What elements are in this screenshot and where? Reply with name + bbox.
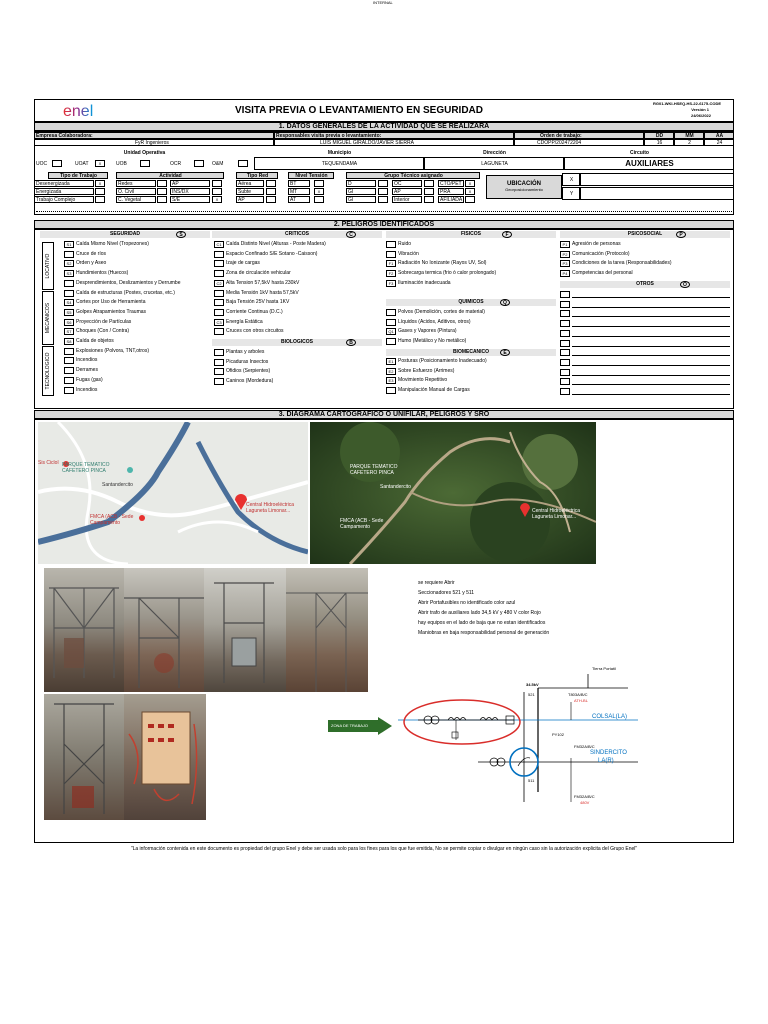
- section1-fineprint-line: [36, 211, 732, 212]
- hazard-check[interactable]: P2: [560, 251, 570, 258]
- red-subte: Subte: [236, 188, 264, 195]
- circuito-field[interactable]: AUXILIARES: [564, 157, 734, 170]
- otros-check[interactable]: [560, 349, 570, 356]
- hazard-label: Polvos (Demolición, cortes de material): [398, 309, 485, 315]
- hazard-label: Incendios: [76, 386, 98, 393]
- form-date: 24/06/2022: [690, 113, 711, 118]
- hazard-label: Ofidios (Serpientes): [226, 368, 271, 375]
- otros-line[interactable]: [572, 346, 730, 347]
- otros-line[interactable]: [572, 375, 730, 376]
- hazard-label: Cruces con otros circuitos: [226, 328, 284, 335]
- hazard-label: Movimiento Repetitivo: [398, 377, 448, 384]
- hazard-check[interactable]: P1: [560, 241, 570, 248]
- note-line: se requiere Abrir: [418, 580, 455, 586]
- tipo-desenergizada: Desenergizada: [34, 180, 94, 187]
- dd-label: DD: [644, 132, 674, 139]
- hazard-check[interactable]: [386, 309, 396, 316]
- hazard-label: Condiciones de la tarea (Responsabilidades): [572, 260, 672, 267]
- hazard-label: Sobrecarga termica (frio ó calor prolongado): [398, 270, 497, 277]
- seguridad-header: SEGURIDAD: [40, 231, 210, 238]
- grupo-tecnico-label: Grupo Técnico asignado: [346, 172, 480, 179]
- hazard-check[interactable]: S7: [64, 328, 74, 335]
- nivel-bt: BT: [288, 180, 310, 187]
- hazard-label: Choques (Con / Contra): [76, 328, 130, 335]
- hazard-check[interactable]: [214, 299, 224, 306]
- biomecanico-header: BIOMECANICO: [386, 349, 556, 356]
- substation-photo-3: [204, 568, 286, 692]
- hazard-label: Espacio Confinado S/E Sotano -Caisson): [226, 250, 318, 257]
- criticos-header: CRITICOS: [212, 231, 382, 238]
- otros-check[interactable]: [560, 388, 570, 395]
- hazard-label: Líquidos (Acidos, Aditivos, otros): [398, 318, 471, 325]
- municipio-field[interactable]: TEQUENDAMA: [254, 157, 424, 170]
- hazard-label: Sobre Esfuerzo (Arrimes): [398, 367, 455, 374]
- ubicacion-label: UBICACIÓN: [507, 181, 541, 187]
- psicosocial-header: PSICOSOCIAL: [560, 231, 730, 238]
- hazard-label: Posturas (Posicionamiento Inadecuado): [398, 358, 487, 364]
- form-title: VISITA PREVIA O LEVANTAMIENTO EN SEGURIDAD: [235, 105, 483, 116]
- red-ap-check[interactable]: [266, 196, 276, 203]
- unit-uoat: UOAT: [75, 161, 89, 167]
- hazard-check[interactable]: [214, 368, 224, 375]
- actividad-ap-check[interactable]: [212, 180, 222, 187]
- otros-line[interactable]: [572, 297, 730, 298]
- diagram-lag-label: LA(R): [598, 758, 614, 764]
- otros-header: OTROS: [560, 281, 730, 288]
- nivel-mt-check[interactable]: X: [314, 188, 324, 195]
- grupo-g1: GI: [346, 188, 376, 195]
- grupo-pra: PRA: [438, 188, 464, 195]
- coord-x-label: X: [562, 173, 580, 186]
- hazard-label: Caída de estructuras (Postes, crucetas, etc.): [76, 289, 175, 296]
- classification-label: INTERNAL: [373, 0, 393, 5]
- tipo-energizada-check[interactable]: [95, 188, 105, 195]
- otros-line[interactable]: [572, 355, 730, 356]
- coord-y-field[interactable]: [580, 187, 734, 200]
- substation-photo-5: [44, 694, 124, 820]
- hazard-check[interactable]: [386, 338, 396, 345]
- grupo-pra-check[interactable]: X: [465, 188, 475, 195]
- otros-line[interactable]: [572, 336, 730, 337]
- single-line-diagram: [328, 662, 640, 822]
- otros-line[interactable]: [572, 307, 730, 308]
- actividad-civil-check[interactable]: [157, 188, 167, 195]
- seguridad-letter: S: [176, 231, 186, 238]
- hazard-label: Plantas y arboles: [226, 349, 265, 355]
- empresa-field[interactable]: FyR Ingenieros: [34, 139, 274, 146]
- hazard-check[interactable]: [214, 378, 224, 385]
- hazard-label: Humo (Metálico y No metálico): [398, 338, 467, 345]
- municipio-label: Municipio: [327, 150, 352, 156]
- section1-title: 1. DATOS GENERALES DE LA ACTIVIDAD QUE SE REALIZARA: [34, 122, 734, 131]
- hazard-label: Orden y Aseo: [76, 260, 107, 267]
- hazard-label: Comunicación (Protocolo): [572, 250, 630, 257]
- hazard-check[interactable]: [214, 270, 224, 277]
- unit-om: O&M: [212, 161, 224, 167]
- unit-om-check[interactable]: [238, 160, 248, 167]
- hazard-check[interactable]: F1: [386, 260, 396, 267]
- diagram-p3-label: FM32A/B/C: [574, 744, 595, 749]
- actividad-vegetal: C. Vegetal: [116, 196, 156, 203]
- map-santander-label: Santandercito: [102, 482, 133, 488]
- otros-check[interactable]: [560, 291, 570, 298]
- actividad-redes-check[interactable]: [157, 180, 167, 187]
- hazard-check[interactable]: [386, 387, 396, 394]
- hazard-check[interactable]: [386, 319, 396, 326]
- responsables-label: Responsables visita previa o levantamiento:: [274, 132, 514, 139]
- aa-field[interactable]: 24: [704, 139, 734, 146]
- grupo-afiliada-check[interactable]: [465, 196, 475, 203]
- fisicos-header: FISICOS: [386, 231, 556, 238]
- quimicos-header: QUIMICOS: [386, 299, 556, 306]
- hazard-check[interactable]: [214, 290, 224, 297]
- grupo-ctopet: CTO/PET: [438, 180, 464, 187]
- hazard-label: Desprendimientos, Deslizamientos y Derrumbe: [76, 279, 181, 286]
- hazard-check[interactable]: E2: [386, 368, 396, 375]
- note-line: hay equipos en el lado de baja que no estan identificados: [418, 620, 546, 626]
- grupo-interior: Interior: [392, 196, 422, 203]
- otros-check[interactable]: [560, 310, 570, 317]
- diagram-511-label: 511: [528, 778, 535, 783]
- diagram-t1-label: T803A/B/C: [568, 692, 588, 697]
- hazard-check[interactable]: E1: [386, 358, 396, 365]
- nivel-bt-check[interactable]: [314, 180, 324, 187]
- hazard-check[interactable]: [386, 241, 396, 248]
- hazard-check[interactable]: S8: [64, 338, 74, 345]
- ubicacion-sub: Georposicionamiento: [505, 187, 543, 192]
- sat-santander-label: Santandercito: [380, 484, 411, 490]
- hazard-label: Ruido: [398, 241, 412, 247]
- diagram-521-label: 521: [528, 692, 535, 697]
- tecnologico-group: TECNOLOGICO: [42, 346, 54, 396]
- dd-field[interactable]: 16: [644, 139, 674, 146]
- grupo-d: D: [346, 180, 376, 187]
- unidad-label: Unidad Operativa: [123, 150, 166, 156]
- note-line: Maniobras en baja responsabilidad personal de generación: [418, 630, 550, 636]
- criticos-letter: C: [346, 231, 356, 238]
- hazard-label: Iluminación inadecuada: [398, 279, 451, 286]
- substation-photo-1: [44, 568, 124, 692]
- tipo-desenergizada-check[interactable]: X: [95, 180, 105, 187]
- nivel-at: AT: [288, 196, 310, 203]
- responsables-field[interactable]: LUIS MIGUEL GIRALDO/JAVIER SIERRA: [274, 139, 514, 146]
- hazard-check[interactable]: F3: [386, 280, 396, 287]
- empresa-label: Empresa Colaboradora:: [34, 132, 274, 139]
- diagram-colsal-label: COLSAL(LA): [592, 714, 628, 720]
- hazard-check[interactable]: S6: [64, 319, 74, 326]
- actividad-redes: Redes: [116, 180, 156, 187]
- hazard-check[interactable]: [64, 251, 74, 258]
- map-sgo-label: Sis Ciclol: [38, 460, 59, 466]
- hazard-label: Competencias del personal: [572, 270, 633, 277]
- hazard-label: Caída de objetos: [76, 338, 114, 344]
- otros-line[interactable]: [572, 316, 730, 317]
- direccion-label: Dirección: [483, 150, 506, 156]
- hazard-label: Fugas (gas): [76, 376, 103, 383]
- circuito-label: Circuito: [630, 150, 649, 156]
- substation-photo-2: [124, 568, 204, 692]
- hazard-check[interactable]: S1: [64, 241, 74, 248]
- actividad-label: Actividad: [116, 172, 224, 179]
- svg-text:enel: enel: [63, 103, 94, 119]
- hazard-check[interactable]: [64, 367, 74, 374]
- fisicos-letter: F: [502, 231, 512, 238]
- diagram-red-label: 480V: [580, 800, 590, 805]
- hazard-label: Caída Mismo Nivel (Tropezones): [76, 241, 149, 247]
- tipo-red-label: Tipo Red: [236, 172, 278, 179]
- hazard-check[interactable]: [214, 309, 224, 316]
- hazard-label: Proyección de Partículas: [76, 318, 132, 325]
- ubicacion-box: [486, 175, 562, 199]
- hazard-label: Explosiones (Polvora, TNT,otros): [76, 347, 149, 354]
- map-fmca-label: FMCA (ACB - Sede Campamento: [90, 514, 134, 526]
- otros-letter: O: [680, 281, 690, 288]
- sat-central-label: Central Hidroeléctrica Laguneta Limonar...: [532, 508, 581, 520]
- nivel-mt: MT: [288, 188, 310, 195]
- aa-label: AA: [704, 132, 734, 139]
- otros-check[interactable]: [560, 301, 570, 308]
- hazard-label: Gases y Vapores (Pintura): [398, 328, 457, 335]
- hazard-check[interactable]: [64, 357, 74, 364]
- hazard-label: Zona de circulación vehicular: [226, 270, 291, 277]
- hazard-check[interactable]: [214, 260, 224, 267]
- hazard-check[interactable]: [64, 377, 74, 384]
- hazard-check[interactable]: Q1: [386, 328, 396, 335]
- map-parque-label: PARQUE TEMATICO CAFETERO PINCA: [62, 462, 110, 474]
- hazard-check[interactable]: [64, 290, 74, 297]
- control-panel-photo: [124, 694, 206, 820]
- hazard-label: Agresión de personas: [572, 241, 621, 247]
- otros-line[interactable]: [572, 326, 730, 327]
- note-line: Seccionadores 521 y 511: [418, 590, 475, 596]
- grupo-g2: GI: [346, 196, 376, 203]
- otros-check[interactable]: [560, 340, 570, 347]
- grupo-g2-check[interactable]: [378, 196, 388, 203]
- grupo-interior-check[interactable]: [424, 196, 434, 203]
- direccion-field[interactable]: LAGUNETA: [424, 157, 564, 170]
- mm-label: MM: [674, 132, 704, 139]
- sat-fmca-label: FMCA (ACB - Sede Campamento: [340, 518, 384, 530]
- hazard-check[interactable]: [64, 387, 74, 394]
- hazard-check[interactable]: P3: [560, 260, 570, 267]
- hazard-label: Baja Tensión 25V hasta 1KV: [226, 299, 290, 306]
- tipo-complejo-check[interactable]: [95, 196, 105, 203]
- unit-ocr-check[interactable]: [194, 160, 204, 167]
- red-subte-check[interactable]: [266, 188, 276, 195]
- note-line: Abrir Portafusibles no identificado color azul: [418, 600, 516, 606]
- orden-label: Orden de trabajo:: [514, 132, 644, 139]
- footer-disclaimer: "La información contenida en este documento es propiedad del grupo Enel y debe ser usada solo para los fines para los que fue emitida, No se permite copiar o divulgar en ningún caso sin la autorización explicita del Grupo Enel": [130, 846, 638, 852]
- hazard-check[interactable]: C3: [214, 319, 224, 326]
- satellite-map: [310, 422, 596, 564]
- otros-check[interactable]: [560, 330, 570, 337]
- actividad-se: S/E: [170, 196, 210, 203]
- grupo-d-check[interactable]: [378, 180, 388, 187]
- hazard-check[interactable]: F2: [386, 270, 396, 277]
- hazard-check[interactable]: S2: [64, 260, 74, 267]
- biomecanico-letter: E: [500, 349, 510, 356]
- hazard-check[interactable]: S5: [64, 309, 74, 316]
- hazard-label: Cruce de ríos: [76, 250, 107, 257]
- hazard-check[interactable]: [214, 349, 224, 356]
- hazard-check[interactable]: P4: [560, 270, 570, 277]
- hazard-check[interactable]: C2: [214, 280, 224, 287]
- work-zone-arrow: [328, 717, 392, 735]
- unit-ocr: OCR: [170, 161, 182, 167]
- nivel-at-check[interactable]: [314, 196, 324, 203]
- work-zone-label: ZONA DE TRABAJO: [331, 723, 369, 728]
- hazard-label: Incendios: [76, 357, 98, 364]
- locativo-group: LOCATIVO: [42, 242, 54, 290]
- section3-title: 3. DIAGRAMA CARTOGRAFICO O UNIFILAR, PELIGROS Y SRO: [34, 410, 734, 419]
- sat-parque-label: PARQUE TEMATICO CAFETERO PINCA: [350, 464, 398, 476]
- otros-check[interactable]: [560, 320, 570, 327]
- red-ap: AP: [236, 196, 264, 203]
- diagram-tierra-label: Tierra Portatil: [592, 666, 616, 671]
- hazard-label: Media Tensión 1kV hasta 57,5kV: [226, 289, 299, 296]
- biologicos-header: BIOLOGICOS: [212, 339, 382, 346]
- hazard-check[interactable]: [214, 251, 224, 258]
- psicosocial-letter: P: [676, 231, 686, 238]
- grupo-oc-check[interactable]: [424, 180, 434, 187]
- hazard-check[interactable]: C1: [214, 241, 224, 248]
- diagram-sinder-label: SINDERCITO: [590, 750, 627, 756]
- hazard-label: Picaduras Insectos: [226, 358, 269, 365]
- hazard-label: Cortes por Uso de Herramienta: [76, 299, 146, 306]
- map-central-label: Central Hidroeléctrica Laguneta Limonar...: [246, 502, 295, 514]
- hazard-label: Caninos (Mordedura): [226, 378, 274, 385]
- actividad-ap: AP: [170, 180, 210, 187]
- red-aerea-check[interactable]: [266, 180, 276, 187]
- unit-uob: UOB: [116, 161, 127, 167]
- diagram-t1b-label: ATH-BL: [574, 698, 588, 703]
- diagram-p4-label: FM32A/B/C: [574, 794, 595, 799]
- unit-uoc: UOC: [36, 161, 48, 167]
- hazard-check[interactable]: [64, 280, 74, 287]
- actividad-insdx-check[interactable]: [212, 188, 222, 195]
- grupo-ap-check[interactable]: [424, 188, 434, 195]
- form-code: RG01-WKI-HSEQ-HS-22-6175-CODE: [652, 101, 721, 106]
- otros-line[interactable]: [572, 384, 730, 385]
- hazard-label: Golpes Atrapamientos Traumas: [76, 308, 147, 315]
- coord-y-label: Y: [562, 187, 580, 200]
- enel-logo: [63, 102, 119, 119]
- street-map: [38, 422, 308, 564]
- red-aerea: Aérea: [236, 180, 264, 187]
- hazard-label: Radiación No Ionizante (Rayos UV, Sol): [398, 260, 487, 267]
- grupo-g1-check[interactable]: [378, 188, 388, 195]
- grupo-afiliada: AFILIADA: [440, 197, 463, 203]
- otros-line[interactable]: [572, 394, 730, 395]
- section2-title: 2. PELIGROS IDENTIFICADOS: [34, 220, 734, 229]
- quimicos-letter: Q: [500, 299, 510, 306]
- tipo-energizada: Energizada: [34, 188, 94, 195]
- hazard-label: Corriente Continua (D.C.): [226, 308, 283, 315]
- actividad-insdx: INS/DX: [170, 188, 210, 195]
- diagram-345-label: 34.5kV: [526, 682, 539, 687]
- otros-check[interactable]: [560, 359, 570, 366]
- header-frame: [34, 99, 734, 122]
- grupo-oc: OC: [392, 180, 422, 187]
- tipo-trabajo-label: Tipo de Trabajo: [48, 172, 108, 179]
- hazard-check[interactable]: [64, 348, 74, 355]
- hazard-check[interactable]: E3: [386, 377, 396, 384]
- hazard-check[interactable]: S3: [64, 270, 74, 277]
- hazard-check[interactable]: S4: [64, 299, 74, 306]
- hazard-check[interactable]: [214, 328, 224, 335]
- otros-check[interactable]: [560, 369, 570, 376]
- otros-line[interactable]: [572, 365, 730, 366]
- actividad-vegetal-check[interactable]: [157, 196, 167, 203]
- form-version: Versión 1: [691, 107, 709, 112]
- hazard-label: Alta Tension 57,5kV hasta 230kV: [226, 279, 300, 286]
- hazard-check[interactable]: [214, 359, 224, 366]
- actividad-civil: O. Civil: [116, 188, 156, 195]
- nivel-tension-label: Nivel Tensión: [288, 172, 334, 179]
- hazard-label: Izaje de cargas: [226, 260, 260, 267]
- coord-x-field[interactable]: [580, 173, 734, 186]
- hazard-label: Derrames: [76, 367, 98, 374]
- mm-field[interactable]: 2: [674, 139, 704, 146]
- unit-uoat-check[interactable]: X: [95, 160, 105, 167]
- unit-uoc-check[interactable]: [52, 160, 62, 167]
- unit-uob-check[interactable]: [140, 160, 150, 167]
- hazard-label: Manipulación Manual de Cargas: [398, 387, 470, 394]
- grupo-ctopet-check[interactable]: X: [465, 180, 475, 187]
- mecanicos-group: MECANICOS: [42, 291, 54, 345]
- actividad-se-check[interactable]: X: [212, 196, 222, 203]
- grupo-ap: AP: [392, 188, 422, 195]
- hazard-label: Energía Estática: [226, 318, 263, 325]
- hazard-label: Hundimientos (Huecos): [76, 270, 129, 277]
- hazard-label: Caída Distinto Nivel (Alturas - Poste Madera): [226, 241, 326, 247]
- note-line: Abrir trafo de auxiliares lado 34,5 kV y 480 V color Rojo: [418, 610, 541, 616]
- hazard-check[interactable]: [386, 251, 396, 258]
- hazard-label: Vibración: [398, 250, 419, 257]
- diagram-p102-label: PY102: [552, 732, 565, 737]
- orden-field[interactable]: CDOPP/202472204: [514, 139, 644, 146]
- tipo-complejo: Trabajo Complejo: [34, 196, 94, 203]
- otros-check[interactable]: [560, 378, 570, 385]
- biologicos-letter: B: [346, 339, 356, 346]
